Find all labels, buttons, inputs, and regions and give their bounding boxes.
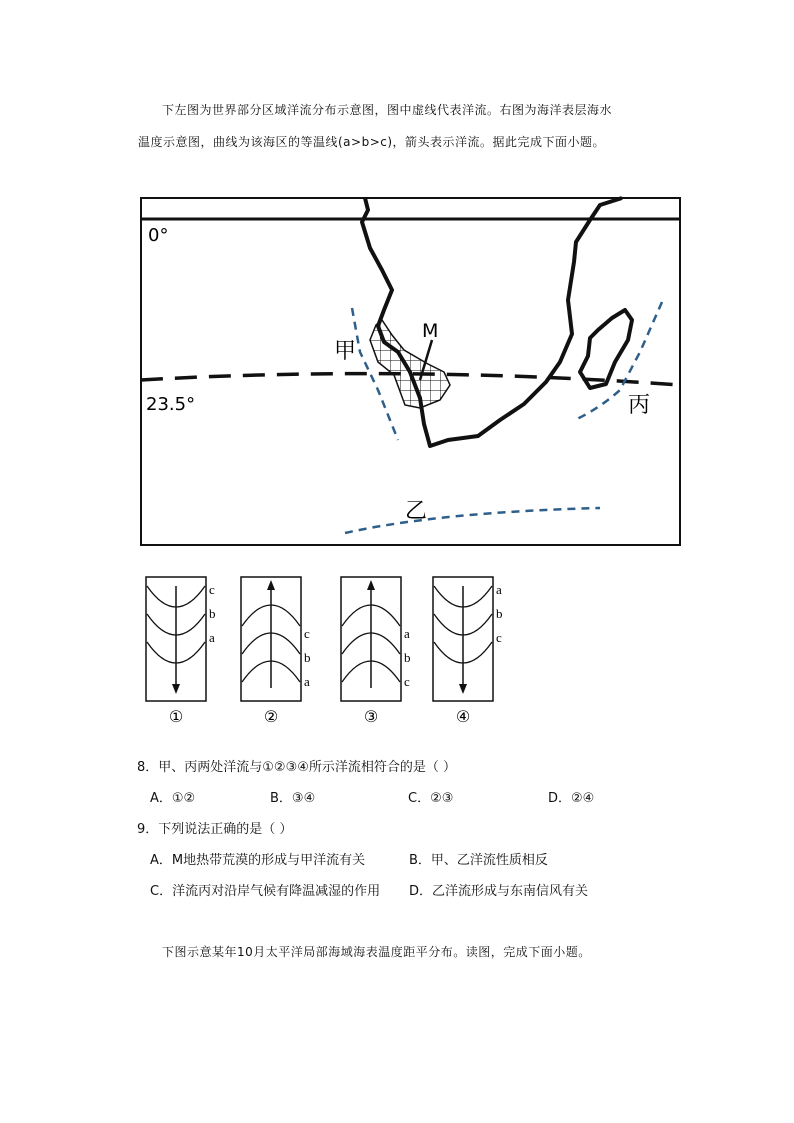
q9-option-d[interactable]: D．乙洋流形成与东南信风有关 xyxy=(409,884,589,899)
q8-option-a[interactable]: A．①② xyxy=(150,791,196,806)
q8-stem: 8．甲、丙两处洋流与①②③④所示洋流相符合的是（ ） xyxy=(137,760,457,775)
diagram-number: ② xyxy=(263,707,279,726)
isotherm-label: c xyxy=(304,626,310,641)
next-section-intro: 下图示意某年10月太平洋局部海域海表温度距平分布。读图，完成下面小题。 xyxy=(162,945,591,959)
current-arrow-up-icon xyxy=(367,580,375,590)
isotherm-label: a xyxy=(209,630,215,645)
tropic-label: 23.5° xyxy=(146,394,196,415)
isotherm-label: c xyxy=(404,674,410,689)
intro-line-1: 下左图为世界部分区域洋流分布示意图，图中虚线代表洋流。右图为海洋表层海水 xyxy=(162,103,613,117)
intro-line-2: 温度示意图，曲线为该海区的等温线(a>b>c)，箭头表示洋流。据此完成下面小题。 xyxy=(138,135,606,149)
isotherm-label: b xyxy=(404,650,411,665)
current-arrow-down-icon xyxy=(459,684,467,694)
q9-stem: 9．下列说法正确的是（ ） xyxy=(137,822,293,837)
q9-option-b[interactable]: B．甲、乙洋流性质相反 xyxy=(409,853,548,868)
isotherm-label: a xyxy=(496,582,502,597)
ocean-current-map xyxy=(0,0,794,560)
diagram-number: ④ xyxy=(455,707,471,726)
label-m: M xyxy=(422,320,439,342)
q9-option-c[interactable]: C．洋流丙对沿岸气候有降温减湿的作用 xyxy=(150,884,381,899)
isotherm-label: b xyxy=(496,606,503,621)
diagram-number: ③ xyxy=(363,707,379,726)
label-yi: 乙 xyxy=(405,499,428,524)
isotherm-label: c xyxy=(209,582,215,597)
label-bing: 丙 xyxy=(628,393,651,418)
label-jia: 甲 xyxy=(334,339,357,364)
isotherm-diagram-1 xyxy=(145,576,225,726)
q8-option-c[interactable]: C．②③ xyxy=(408,791,454,806)
isotherm-label: b xyxy=(304,650,311,665)
current-arrow-up-icon xyxy=(267,580,275,590)
q8-option-b[interactable]: B．③④ xyxy=(270,791,316,806)
africa-coastline xyxy=(362,198,622,446)
isotherm-diagram-3 xyxy=(340,576,420,726)
diagram-number: ① xyxy=(168,707,184,726)
q9-option-a[interactable]: A．M地热带荒漠的形成与甲洋流有关 xyxy=(150,853,366,868)
isotherm-diagram-4 xyxy=(432,576,512,726)
q8-option-d[interactable]: D．②④ xyxy=(548,791,595,806)
equator-label: 0° xyxy=(148,225,169,246)
isotherm-label: a xyxy=(404,626,410,641)
current-arrow-down-icon xyxy=(172,684,180,694)
madagascar-outline xyxy=(580,310,632,388)
isotherm-label: b xyxy=(209,606,216,621)
current-yi xyxy=(345,508,600,533)
isotherm-diagram-2 xyxy=(240,576,320,726)
isotherm-label: c xyxy=(496,630,502,645)
isotherm-label: a xyxy=(304,674,310,689)
